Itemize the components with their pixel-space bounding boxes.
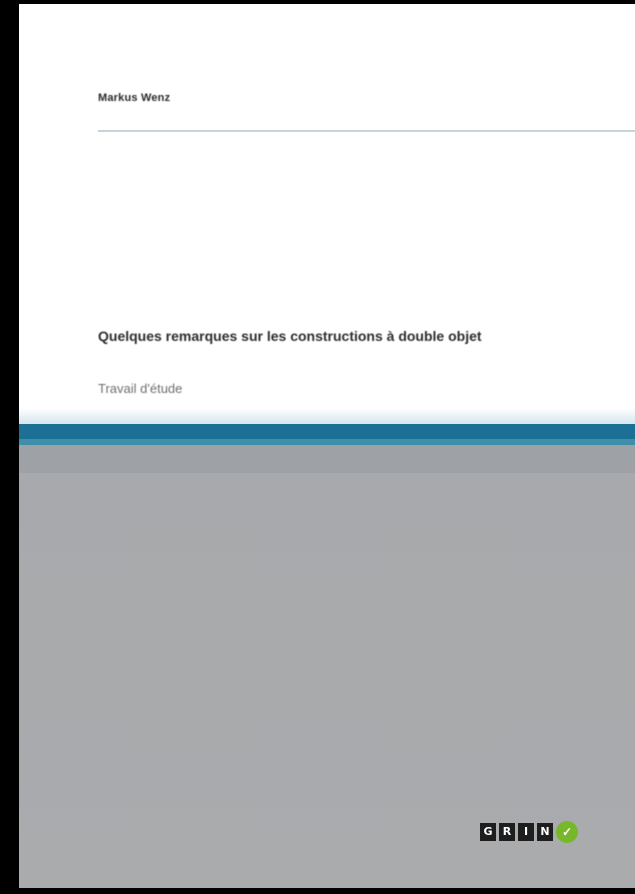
frame-border-left <box>0 0 19 894</box>
publisher-logo <box>480 817 578 847</box>
cover-band-blue <box>19 424 635 439</box>
logo-letter-4: N <box>537 823 553 841</box>
logo-letter-2: R <box>499 823 515 841</box>
author-name: Markus Wenz <box>98 92 171 104</box>
logo-letter-1: G <box>480 823 496 841</box>
logo-letter-3: I <box>518 823 534 841</box>
book-subtitle: Travail d'étude <box>98 381 183 396</box>
author-divider <box>98 130 635 132</box>
frame-border-top <box>0 0 635 4</box>
cover-gray-strip <box>19 445 635 473</box>
logo-check-icon: ✓ <box>556 821 578 843</box>
frame-border-bottom <box>0 888 635 894</box>
book-title: Quelques remarques sur les constructions à double objet <box>98 328 482 344</box>
